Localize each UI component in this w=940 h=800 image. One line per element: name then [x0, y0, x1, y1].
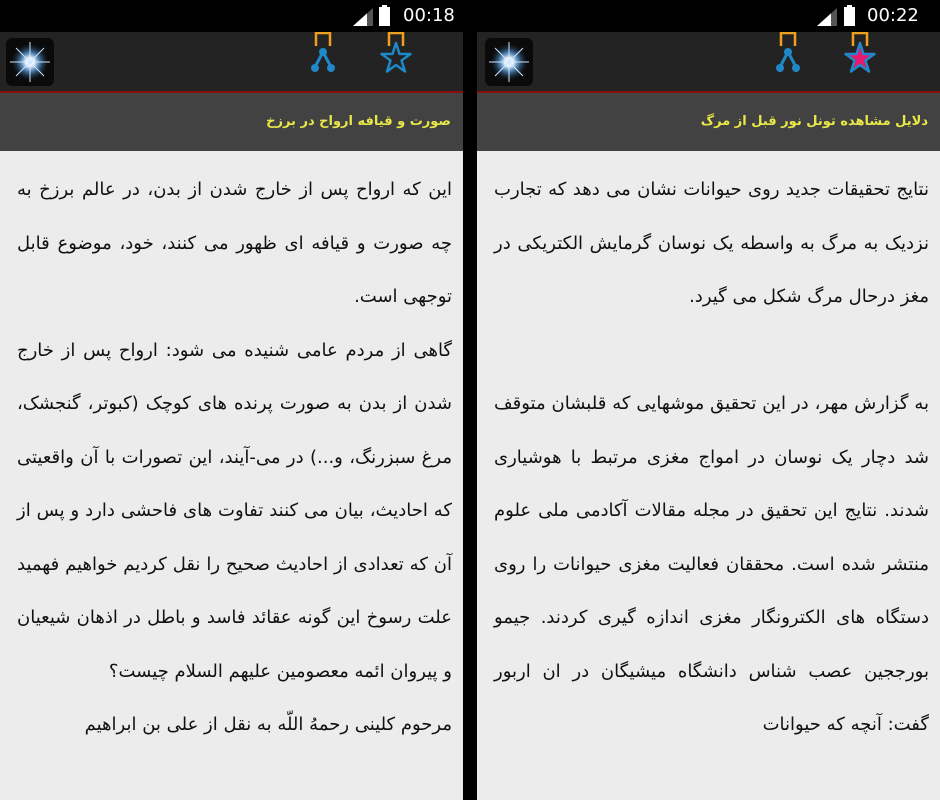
- starburst-app-icon[interactable]: [6, 38, 54, 86]
- share-icon[interactable]: [771, 32, 805, 76]
- action-bar: [0, 32, 463, 91]
- article-title-bar: [0, 93, 463, 151]
- phone-screen-left: [0, 0, 463, 800]
- signal-icon: [353, 8, 373, 26]
- star-favorite-icon[interactable]: [379, 32, 413, 76]
- battery-icon: [379, 5, 390, 26]
- article-body: این که ارواح پس از خارج شدن از بدن، در عالم برزخ به چه صورت و قیافه ای ظهور می کنند، خود، موضوع قابل توجهی است. گاهی از مردم عامی شنیده می شود: ارواح پس از خارج شدن از بدن به صورت پرنده های کوچک (کبوتر، گنجشک، مرغ سبزرنگ، و...) در می-آیند، این تصورات با آن واقعیتی که احادیث، بیان می کنند تفاوت های فاحشی دارد و پس از آن که تعدادی از احادیث صحیح را نقل کردیم خواهیم فهمید علت رسوخ این گونه عقائد فاسد و باطل در اذهان شیعیان و پیروان ائمه معصومین علیهم السلام چیست؟ مرحوم کلینی رحمهُ اللّه به نقل از علی بن ابراهیم: [17, 179, 452, 735]
- starburst-app-icon[interactable]: [485, 38, 533, 86]
- status-bar: [477, 0, 940, 32]
- battery-icon: [844, 5, 855, 26]
- star-favorite-icon[interactable]: [843, 32, 877, 76]
- article-title: دلایل مشاهده تونل نور قبل از مرگ: [700, 114, 928, 129]
- article-title: صورت و قیافه ارواح در برزخ: [266, 114, 451, 129]
- action-bar: [477, 32, 940, 91]
- status-bar: [0, 0, 463, 32]
- signal-icon: [817, 8, 837, 26]
- article-title-bar: [477, 93, 940, 151]
- phone-screen-right: [477, 0, 940, 800]
- status-time: 00:18: [403, 5, 455, 26]
- status-time: 00:22: [867, 5, 919, 26]
- article-content[interactable]: [0, 151, 463, 800]
- article-content[interactable]: [477, 151, 940, 800]
- share-icon[interactable]: [306, 32, 340, 76]
- article-body: نتایج تحقیقات جدید روی حیوانات نشان می دهد که تجارب نزدیک به مرگ به واسطه یک نوسان گرمایش الکتریکی در مغز درحال مرگ شکل می گیرد. به گزارش مهر، در این تحقیق موشهایی که قلبشان متوقف شد دچار یک نوسان در امواج مغزی مرتبط با هوشیاری شدند. نتایج این تحقیق در مجله مقالات آکادمی ملی علوم منتشر شده است. محققان فعالیت مغزی حیوانات را روی دستگاه های الکترونگار مغزی اندازه گیری کردند. جیمو بورججین عصب شناس دانشگاه میشیگان در ان اربور گفت: آنچه که حیوانات: [494, 179, 929, 735]
